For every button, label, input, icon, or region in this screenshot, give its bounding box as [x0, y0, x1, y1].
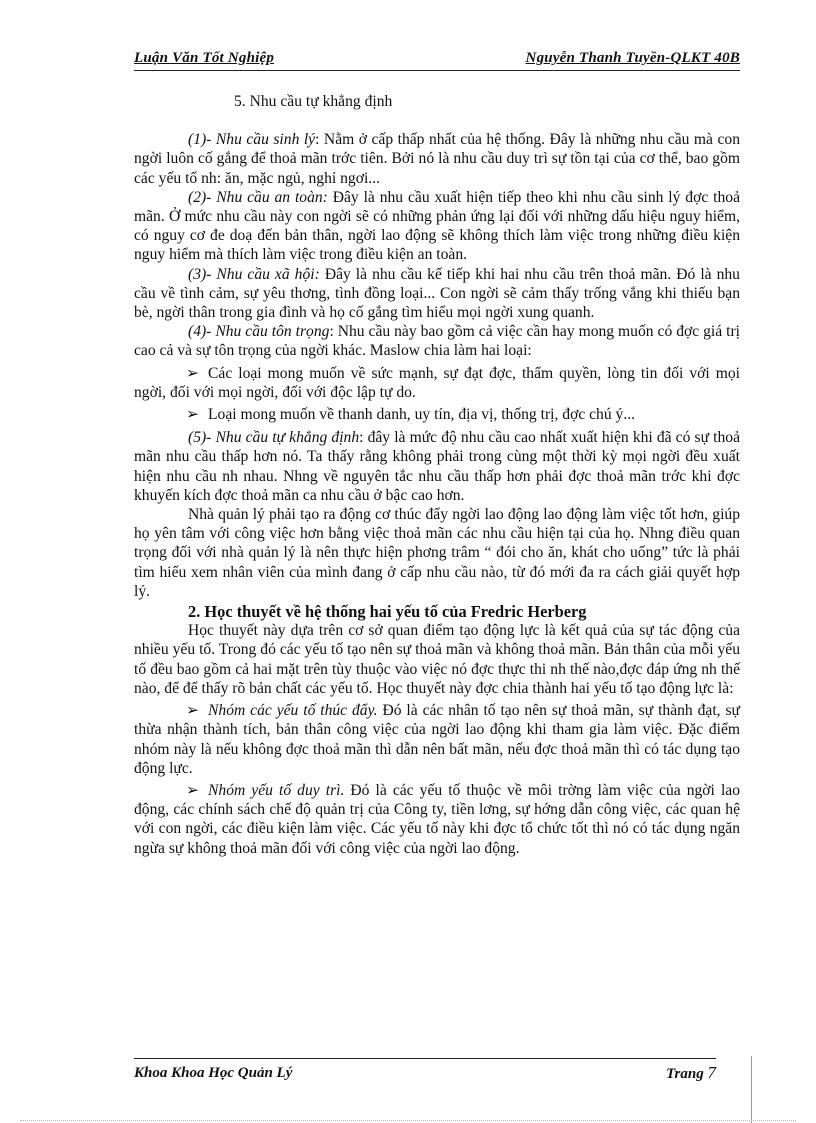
footer-faculty: Khoa Khoa Học Quản Lý	[134, 1065, 293, 1081]
text-physiological: : Nằm ở cấp thấp nhất của hệ thống. Đây là những nhu cầu mà con ngời luôn cố gắng để thoả mãn trớc tiên. Bởi nó là nhu cầu duy trì sự tồn tại của cơ thể, bao gồm các yếu tố nh: ăn, mặc ngủ, nghỉ ngơi...	[134, 131, 740, 187]
section-2-heading: 2. Học thuyết về hệ thống hai yếu tố của Fredric Herberg	[188, 602, 587, 622]
arrow-bullet-icon: ➢	[186, 781, 200, 799]
footer-page	[666, 1063, 716, 1083]
margin-divider	[751, 1056, 752, 1123]
page-number: 7	[707, 1063, 716, 1082]
paragraph-manager-role: Nhà quản lý phải tạo ra động cơ thúc đẩy ngời lao động lao động làm việc tốt hơn, giúp họ yên tâm với công việc hơn bằng việc thoả mãn các nhu cầu hiện tại của họ. Nhng điều quan trọng đối với nhà quản lý là nên thực hiện phơng trâm “ đói cho ăn, khát cho uống” tức là phải tìm hiểu xem nhân viên của mình đang ở cấp nhu cầu nào, từ đó mới đa ra cách giải quyết hợp lý.	[134, 506, 740, 600]
label-motivators: Nhóm các yếu tố thúc đẩy.	[208, 702, 378, 720]
footer-page-label: Trang	[665, 1066, 704, 1082]
text-safety: Đây là nhu cầu xuất hiện tiếp theo khi nhu cầu sinh lý đợc thoả mãn. Ở mức nhu cầu này con ngời sẽ có những phản ứng lại đối với những dấu hiệu nguy hiểm, có nguy cơ đe doạ đến bản thân, ngời lao động sẽ không thích làm việc trong những điều kiện nguy hiểm mà thích làm việc trong điều kiện an toàn.	[134, 188, 740, 264]
arrow-bullet-icon: ➢	[186, 406, 200, 424]
section-5-heading: 5. Nhu cầu tự khẳng định	[234, 93, 393, 110]
label-physiological: (1)- Nhu cầu sinh lý	[188, 131, 316, 149]
text-hygiene: Đó là các yếu tố thuộc về môi trờng làm việc của ngời lao động, các chính sách chế độ quản trị của Công ty, tiền lơng, sự hớng dẫn công việc, các quan hệ với con ngời, các điều kiện làm việc. Các yếu tố này khi đợc tổ chức tốt thì nó có tác dụng ngăn ngừa sự không thoả mãn đối với công việc của ngời lao động.	[134, 781, 740, 857]
paragraph-physiological-needs	[134, 130, 740, 188]
arrow-bullet-icon: ➢	[186, 364, 200, 382]
paragraph-esteem-needs	[134, 322, 740, 360]
text-esteem: : Nhu cầu này bao gồm cả việc cần hay mong muốn có đợc giá trị cao cả và sự tôn trọng của ngời khác. Maslow chia làm hai loại:	[134, 323, 740, 360]
text-social: Đây là nhu cầu kế tiếp khi hai nhu cầu trên thoả mãn. Đó là nhu cầu về tình cảm, sự yêu thơng, tình đồng loại... Con ngời sẽ cảm thấy trống vắng khi thiếu bạn bè, ngời thân trong gia đình và họ cố gắng tìm hiểu mọi ngời xung quanh.	[134, 265, 740, 322]
list-item	[134, 364, 740, 402]
list-item	[134, 701, 740, 778]
label-social: (3)- Nhu cầu xã hội:	[188, 265, 320, 283]
text-self-actualization: : đây là mức độ nhu cầu cao nhất xuất hiện khi đã có sự thoả mãn nhu cầu thấp hơn nó. Ta thấy rằng không phải trong cùng một thời kỳ mọi ngời đều xuất hiện nhu cầu nh nhau. Nhng về nguyên tắc nhu cầu thấp hơn phải đợc thoả mãn trớc khi đợc khuyến kích đợc thoả mãn ca nhu cầu ở bậc cao hơn.	[134, 429, 741, 504]
bullet-text-power: Các loại mong muốn về sức mạnh, sự đạt đợc, thẩm quyền, lòng tin đối với mọi ngời, đối với mọi ngời, đối với độc lập tự do.	[134, 364, 740, 401]
paragraph-safety-needs	[134, 188, 740, 265]
label-esteem: (4)- Nhu cầu tôn trọng	[188, 323, 330, 341]
label-safety: (2)- Nhu cầu an toàn:	[188, 188, 328, 206]
header-author: Nguyễn Thanh Tuyền-QLKT 40B	[525, 50, 740, 66]
list-item	[134, 405, 740, 424]
arrow-bullet-icon: ➢	[186, 702, 200, 720]
page-body	[134, 92, 740, 858]
label-hygiene: Nhóm yếu tố duy trì.	[208, 781, 345, 799]
page-bottom-border	[20, 1120, 796, 1121]
list-item	[134, 781, 740, 858]
label-self-actualization: (5)- Nhu cầu tự khẳng định	[188, 429, 360, 447]
text-motivators: Đó là các nhân tố tạo nên sự thoả mãn, sự thành đạt, sự thừa nhận thành tích, bản thân công việc của ngời lao động khi tham gia làm việc. Đặc điểm nhóm này là nếu không đợc thoả mãn thì dẫn nên bất mãn, nếu đợc thoả mãn thì có tác dụng tạo động lực.	[134, 702, 740, 777]
bullet-text-reputation: Loại mong muốn về thanh danh, uy tín, địa vị, thống trị, đợc chú ý...	[208, 406, 636, 424]
paragraph-self-actualization	[134, 428, 740, 505]
header-thesis-title: Luận Văn Tốt Nghiệp	[134, 50, 275, 66]
page-footer	[134, 1058, 716, 1089]
paragraph-social-needs	[134, 265, 740, 323]
paragraph-herzberg-intro: Học thuyết này dựa trên cơ sở quan điểm tạo động lực là kết quả của sự tác động của nhiều yếu tố. Trong đó các yếu tố tạo nên sự thoả mãn và không thoả mãn. Bản thân của mỗi yếu tố đều bao gồm cả hai mặt trên tùy thuộc vào việc nó đợc thực thi nh thế nào,đợc đáp ứng nh thế nào, để để thấy rõ bản chất các yếu tố. Học thuyết này đợc chia thành hai yếu tố tạo động lực là:	[134, 622, 740, 697]
page-header	[134, 50, 740, 71]
